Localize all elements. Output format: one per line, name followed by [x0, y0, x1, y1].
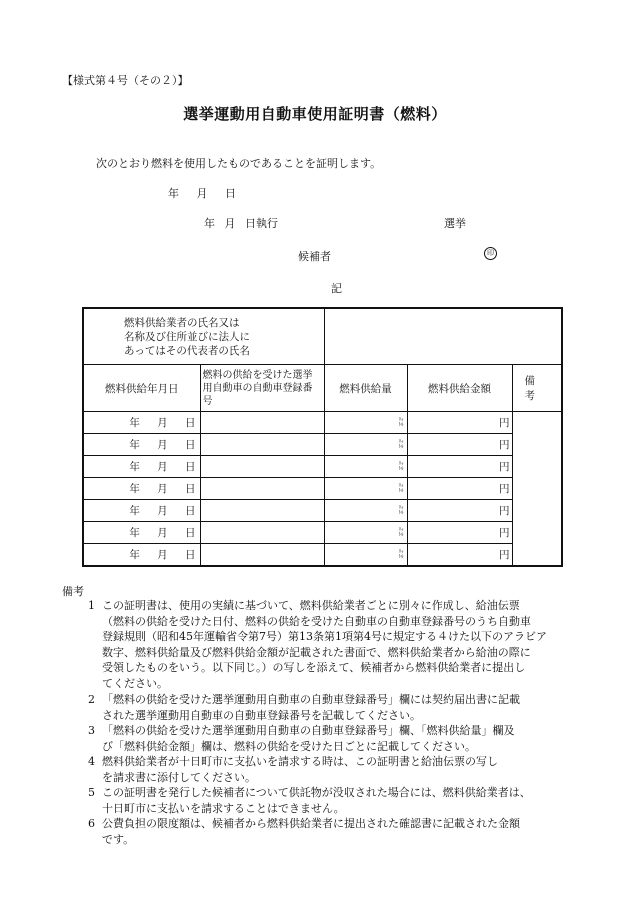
table-row	[83, 412, 562, 434]
note-number: 5	[88, 786, 95, 799]
execution-date: 年 月 日執行	[204, 217, 278, 230]
yen-unit: 円	[499, 417, 510, 429]
supply-date-cell[interactable]: 年 月 日	[83, 522, 200, 544]
amount-cell[interactable]	[407, 434, 512, 456]
vehicle-number-cell[interactable]	[200, 412, 324, 434]
quantity-cell[interactable]	[324, 478, 407, 500]
note-text: 「燃料の供給を受けた選挙運動用自動車の自動車登録番号」欄、「燃料供給量」欄及 び「燃料供給金額」欄は、燃料の供給を受けた日ごとに記載してください。	[102, 724, 515, 753]
header-vehicle: 燃料の供給を受けた選挙用自動車の自動車登録番号	[200, 365, 324, 412]
note-text: 「燃料の供給を受けた選挙運動用自動車の自動車登録番号」欄には契約届出書に記載 された選挙運動用自動車の自動車登録番号を記載してください。	[102, 693, 520, 722]
note-item	[88, 598, 588, 691]
quantity-cell[interactable]	[324, 412, 407, 434]
yen-unit: 円	[499, 549, 510, 561]
note-item	[88, 754, 588, 785]
liter-unit: ﾘｯﾄﾙ	[398, 548, 404, 560]
note-item	[88, 692, 588, 723]
amount-cell[interactable]	[407, 456, 512, 478]
header-date: 燃料供給年月日	[83, 365, 200, 412]
supply-date-cell[interactable]: 年 月 日	[83, 478, 200, 500]
vehicle-number-cell[interactable]	[200, 456, 324, 478]
note-item	[88, 785, 588, 816]
header-remarks: 備 考	[512, 365, 562, 412]
vehicle-number-cell[interactable]	[200, 434, 324, 456]
liter-unit: ﾘｯﾄﾙ	[398, 526, 404, 538]
supply-date-cell[interactable]: 年 月 日	[83, 412, 200, 434]
vehicle-number-cell[interactable]	[200, 500, 324, 522]
header-quantity: 燃料供給量	[324, 365, 407, 412]
table-row	[83, 434, 562, 456]
amount-cell[interactable]	[407, 500, 512, 522]
liter-unit: ﾘｯﾄﾙ	[398, 460, 404, 472]
issue-date: 年 月 日	[168, 187, 236, 200]
quantity-cell[interactable]	[324, 456, 407, 478]
vehicle-number-cell[interactable]	[200, 544, 324, 567]
liter-unit: ﾘｯﾄﾙ	[398, 482, 404, 494]
table-row	[83, 544, 562, 567]
remarks-cell[interactable]	[512, 412, 562, 567]
yen-unit: 円	[499, 505, 510, 517]
liter-unit: ﾘｯﾄﾙ	[398, 438, 404, 450]
note-text: 公費負担の限度額は、候補者から燃料供給業者に提出された確認書に記載された金額 です。	[102, 817, 520, 846]
supplier-field[interactable]	[324, 308, 562, 365]
liter-unit: ﾘｯﾄﾙ	[398, 416, 404, 428]
table-row	[83, 500, 562, 522]
supply-date-cell[interactable]: 年 月 日	[83, 544, 200, 567]
liter-unit: ﾘｯﾄﾙ	[398, 504, 404, 516]
note-number: 2	[88, 693, 95, 706]
notes-title: 備考	[62, 585, 84, 598]
note-number: 6	[88, 817, 95, 830]
note-text: この証明書を発行した候補者について供託物が没収された場合には、燃料供給業者は、 十日町市に支払いを請求することはできません。	[102, 786, 531, 815]
candidate-label: 候補者	[298, 250, 331, 263]
ki-label: 記	[331, 282, 342, 295]
note-text: この証明書は、使用の実績に基づいて、燃料供給業者ごとに別々に作成し、給油伝票 （燃料の供給を受けた日付、燃料の供給を受けた自動車の自動車登録番号のうち自動車 登録規則（昭和45年運輸省令第7号）第13条第1項第4号に規定する４けた以下のアラビア 数字、燃料供給量及び燃料供給金額が記載された書面で、燃料供給業者から給油の際に 受領したものをいう。以下同じ。）の写しを添えて、候補者から燃料供給業者に提出し てください。	[102, 599, 547, 690]
note-number: 1	[88, 599, 95, 612]
yen-unit: 円	[499, 527, 510, 539]
yen-unit: 円	[499, 483, 510, 495]
certification-statement: 次のとおり燃料を使用したものであることを証明します。	[96, 157, 382, 170]
amount-cell[interactable]	[407, 478, 512, 500]
table-row	[83, 456, 562, 478]
amount-cell[interactable]	[407, 544, 512, 567]
supply-date-cell[interactable]: 年 月 日	[83, 456, 200, 478]
quantity-cell[interactable]	[324, 434, 407, 456]
quantity-cell[interactable]	[324, 544, 407, 567]
note-text: 燃料供給業者が十日町市に支払いを請求する時は、この証明書と給油伝票の写し を請求書に添付してください。	[102, 755, 498, 784]
table-row	[83, 522, 562, 544]
election-label: 選挙	[444, 217, 466, 230]
supply-date-cell[interactable]: 年 月 日	[83, 500, 200, 522]
yen-unit: 円	[499, 461, 510, 473]
vehicle-number-cell[interactable]	[200, 478, 324, 500]
seal-icon: 印	[484, 247, 497, 260]
quantity-cell[interactable]	[324, 500, 407, 522]
note-number: 3	[88, 724, 95, 737]
note-number: 4	[88, 755, 95, 768]
note-item	[88, 816, 588, 847]
fuel-table	[82, 307, 574, 567]
header-amount: 燃料供給金額	[407, 365, 512, 412]
supplier-label: 燃料供給業者の氏名又は 名称及び住所並びに法人に あってはその代表者の氏名	[83, 308, 324, 365]
yen-unit: 円	[499, 439, 510, 451]
amount-cell[interactable]	[407, 522, 512, 544]
quantity-cell[interactable]	[324, 522, 407, 544]
amount-cell[interactable]	[407, 412, 512, 434]
document-title: 選挙運動用自動車使用証明書（燃料）	[183, 105, 447, 123]
vehicle-number-cell[interactable]	[200, 522, 324, 544]
note-item	[88, 723, 588, 754]
table-row	[83, 478, 562, 500]
supply-date-cell[interactable]: 年 月 日	[83, 434, 200, 456]
form-number: 【様式第４号（その２）】	[62, 74, 189, 87]
